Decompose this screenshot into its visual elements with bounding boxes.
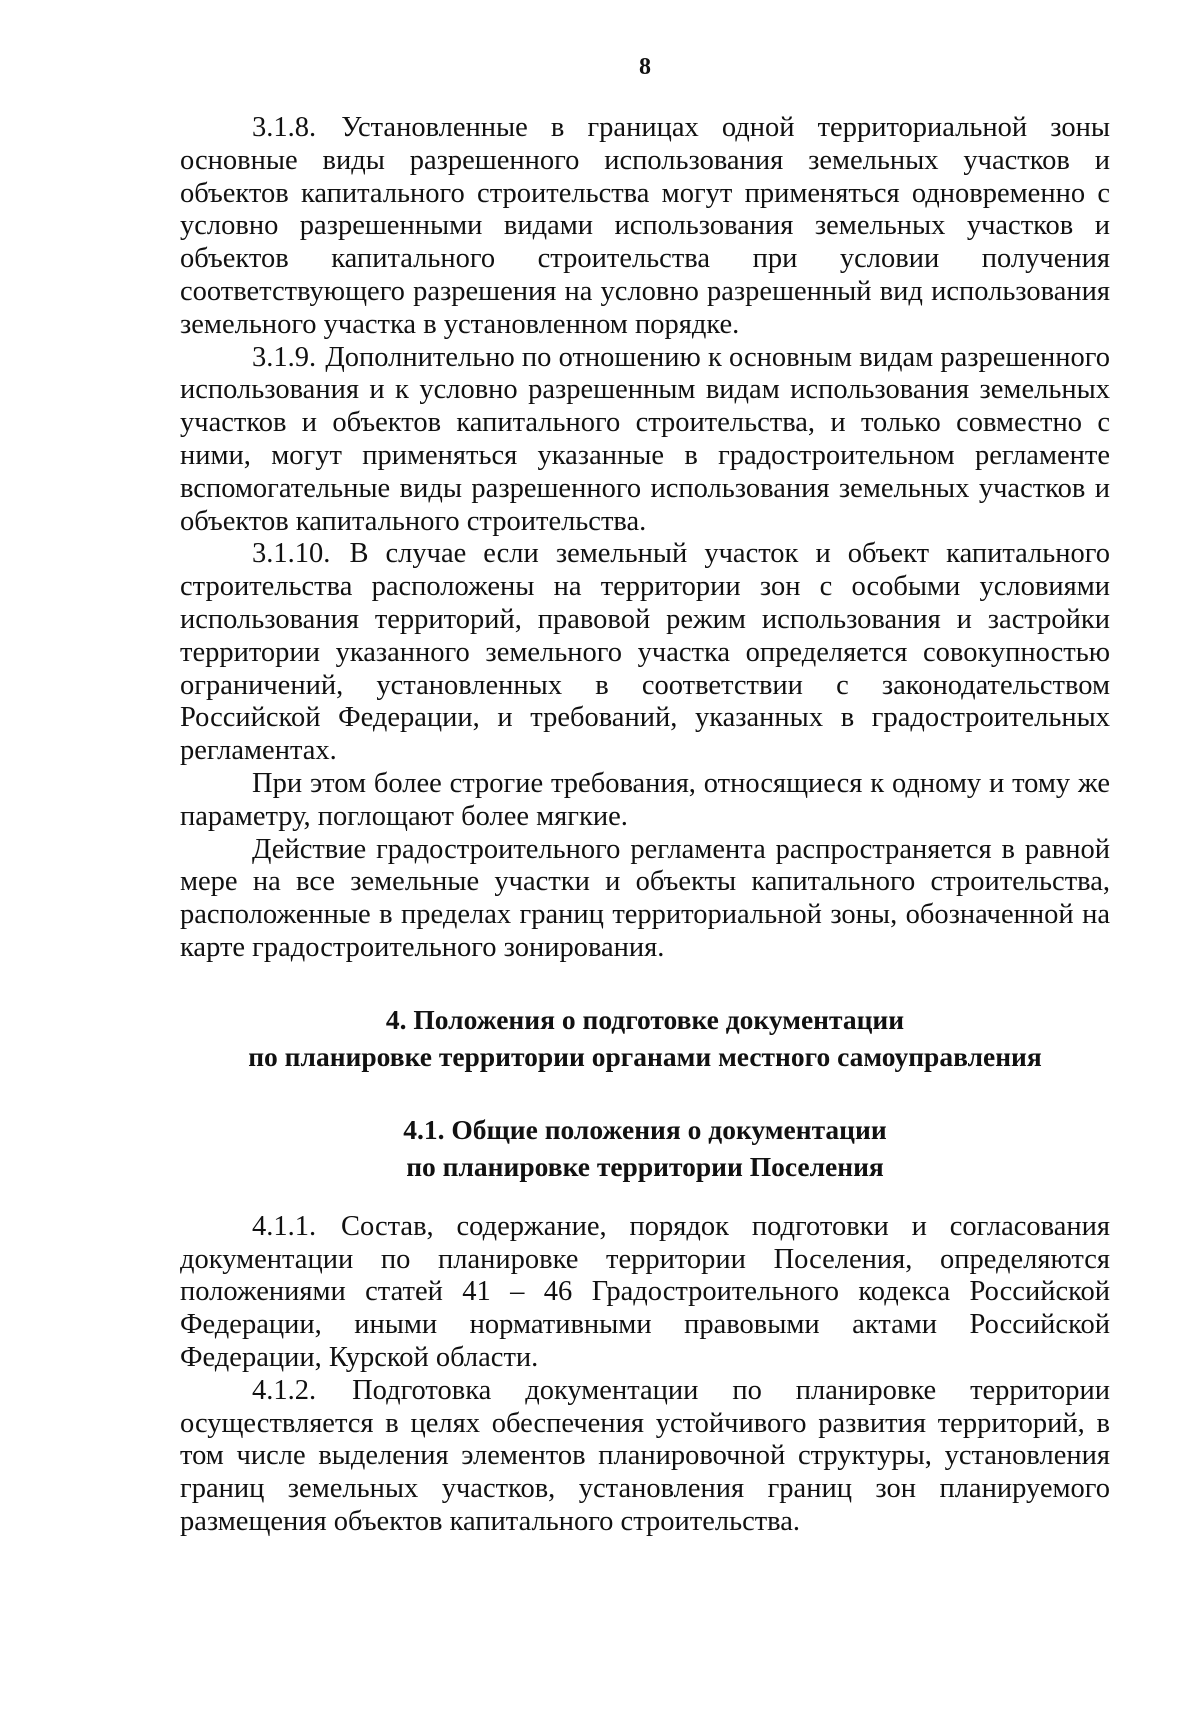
paragraph-number: 4.1.1. xyxy=(252,1210,317,1242)
section-heading-4 xyxy=(180,1001,1110,1075)
paragraph-4-1-2 xyxy=(180,1375,1110,1539)
section-heading-line: по планировке территории органами местного самоуправления xyxy=(248,1040,1042,1072)
paragraph-regulation-scope xyxy=(180,834,1110,965)
paragraph-number: 3.1.9. xyxy=(252,341,317,373)
paragraph-text: Состав, содержание, порядок подготовки и согласования документации по планировке территории Поселения, определяются положениями статей 41 – 46 Градостроительного кодекса Российской Федерации, иными нормативными правовыми актами Российской Федерации, Курской области. xyxy=(180,1210,1110,1373)
paragraph-text: Подготовка документации по планировке территории осуществляется в целях обеспечения устойчивого развития территорий, в том числе выделения элементов планировочной структуры, установления границ земельных участков, установления границ зон планируемого размещения объектов капитального строительства. xyxy=(180,1374,1111,1537)
page-number: 8 xyxy=(639,54,651,80)
paragraph-number: 4.1.2. xyxy=(252,1374,317,1406)
paragraph-text: Дополнительно по отношению к основным видам разрешенного использования и к условно разрешенным видам использования земельных участков и объектов капитального строительства, и только совместно с ними, могут применяться указанные в градостроительном регламенте вспомогательные виды разрешенного использования земельных участков и объектов капитального строительства. xyxy=(180,341,1110,537)
section-heading-4-1 xyxy=(180,1111,1110,1185)
paragraph-text: При этом более строгие требования, относящиеся к одному и тому же параметру, поглощают более мягкие. xyxy=(180,767,1110,832)
paragraph-3-1-10 xyxy=(180,538,1110,768)
paragraph-text: Установленные в границах одной территориальной зоны основные виды разрешенного использования земельных участков и объектов капитального строительства могут применяться одновременно с условно разрешенными видами использования земельных участков и объектов капитального строительства при условии получения соответствующего разрешения на условно разрешенный вид использования земельного участка в установленном порядке. xyxy=(180,112,1110,340)
section-heading-line: 4. Положения о подготовке документации xyxy=(385,1003,905,1035)
section-heading-line: по планировке территории Поселения xyxy=(406,1150,884,1182)
paragraph-3-1-9 xyxy=(180,342,1110,539)
paragraph-3-1-8 xyxy=(180,112,1110,342)
paragraph-text: Действие градостроительного регламента распространяется в равной мере на все земельные участки и объекты капитального строительства, расположенные в пределах границ территориальной зоны, обозначенной на карте градостроительного зонирования. xyxy=(180,833,1110,963)
paragraph-4-1-1 xyxy=(180,1211,1110,1375)
document-body xyxy=(180,112,1110,1539)
paragraph-number: 3.1.10. xyxy=(252,538,331,570)
paragraph-number: 3.1.8. xyxy=(252,112,317,143)
section-heading-line: 4.1. Общие положения о документации xyxy=(403,1113,887,1145)
paragraph-strict-requirements xyxy=(180,768,1110,834)
paragraph-text: В случае если земельный участок и объект капитального строительства расположены на территории зон с особыми условиями использования территорий, правовой режим использования и застройки территории указанного земельного участка определяется совокупностью ограничений, установленных в соответствии с законодательством Российской Федерации, и требований, указанных в градостроительных регламентах. xyxy=(180,538,1111,767)
